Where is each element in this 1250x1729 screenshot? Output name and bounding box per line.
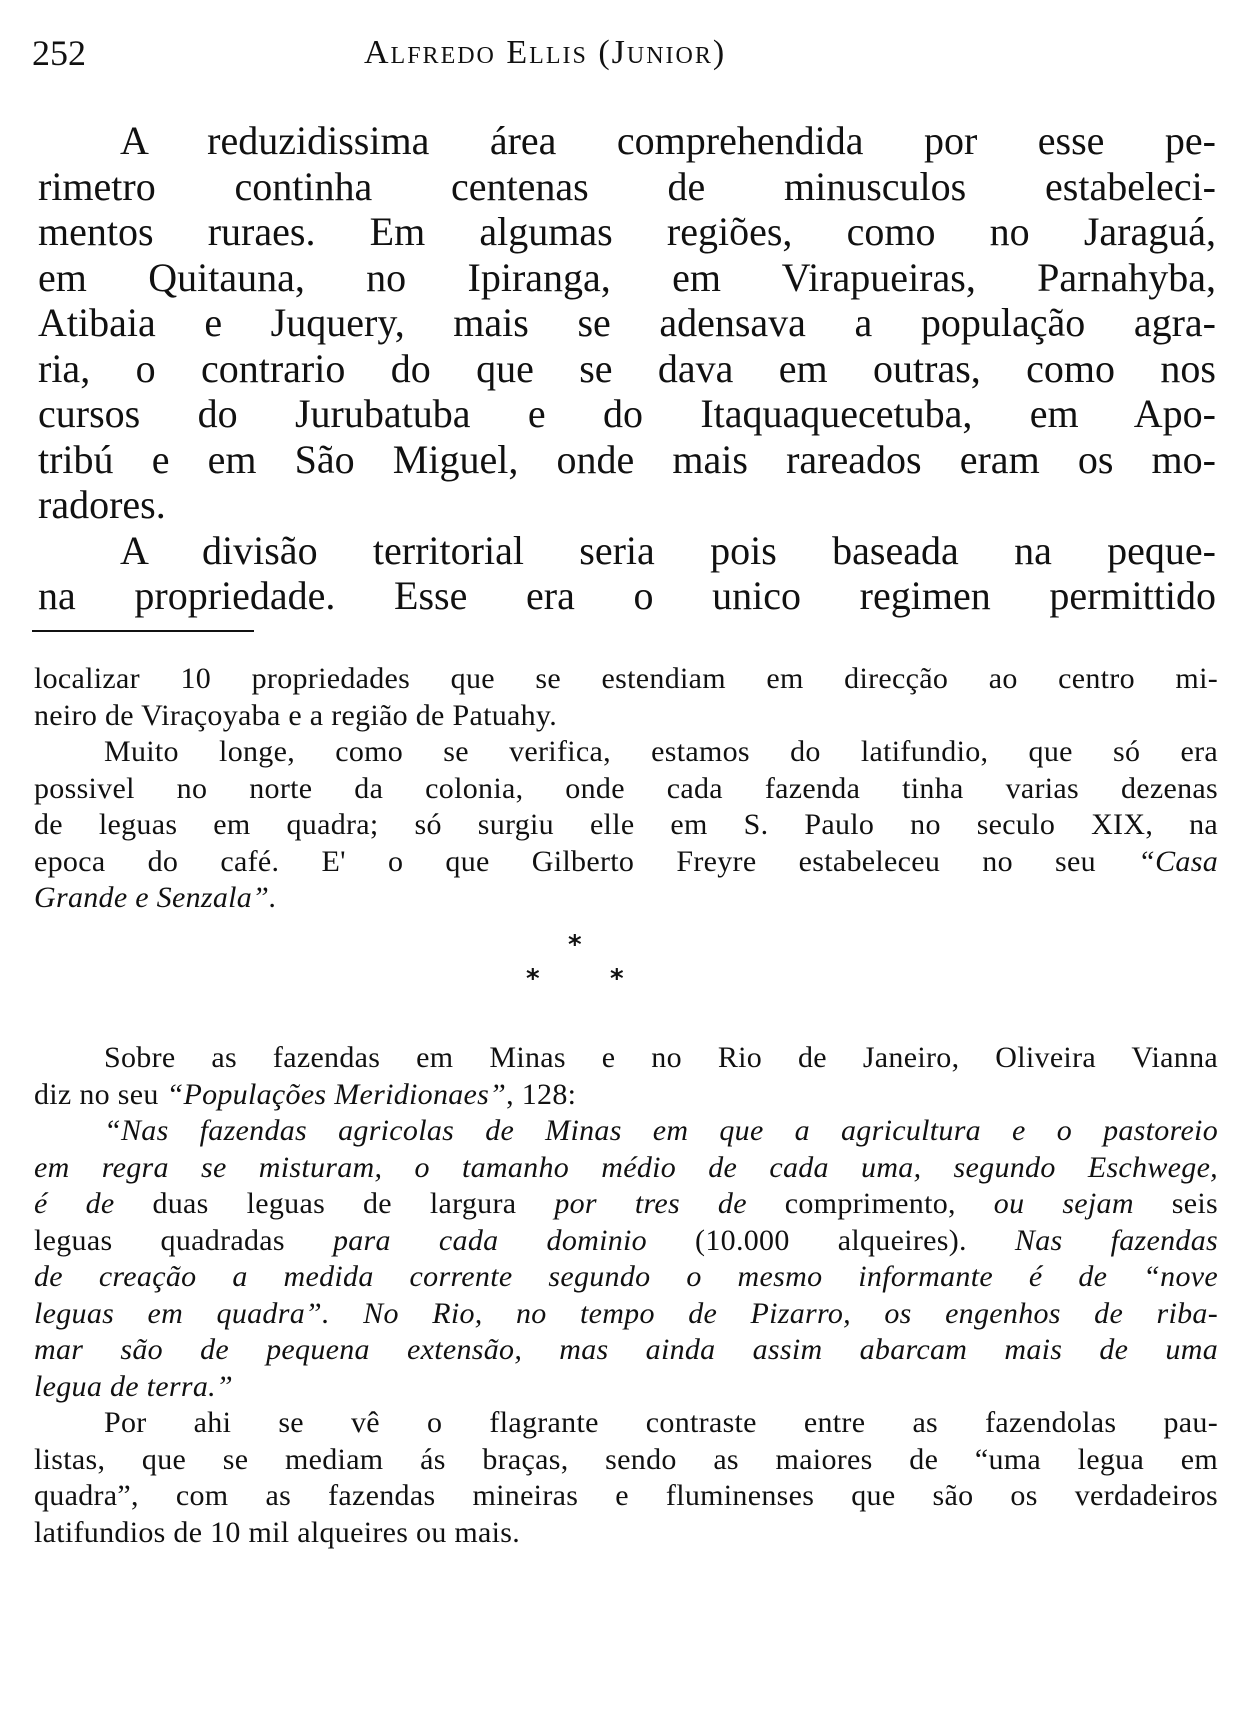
quote-line <box>34 1369 1218 1406</box>
quote-text: Nas fazendas <box>1014 1223 1218 1257</box>
footnote-line: latifundios de 10 mil alqueires ou mais. <box>34 1515 521 1549</box>
footnote-section <box>34 1040 1218 1551</box>
footnote-line: localizar 10 propriedades que se estendiam em direcção ao centro mi- <box>34 662 1218 695</box>
text-line: mentos ruraes. Em algumas regiões, como no Jaraguá, <box>38 209 1216 254</box>
text-line: tribú e em São Miguel, onde mais rareados eram os mo- <box>38 436 1216 482</box>
footnote-continuation <box>34 661 1218 917</box>
quote-text: ou sejam <box>993 1187 1134 1220</box>
text-line: A divisão territorial seria pois baseada na peque- <box>120 527 1216 573</box>
quote-text: em regra se misturam, o tamanho médio de cada uma, segundo Eschwege, <box>34 1150 1218 1184</box>
quote-roman-text: seis <box>1133 1187 1218 1220</box>
footnote-rule <box>32 630 254 632</box>
footnote-line <box>34 1077 1218 1114</box>
quote-text: mar são de pequena extensão, mas ainda assim abarcam mais de uma <box>34 1333 1218 1366</box>
main-text <box>38 118 1216 619</box>
text-line: ria, o contrario do que se dava em outras, como nos <box>38 345 1216 391</box>
text-line: A reduzidissima área comprehendida por esse pe- <box>120 118 1216 163</box>
asterisk-mark: * <box>568 930 582 960</box>
quote-line <box>34 1259 1218 1296</box>
quote-text: legua de terra.” <box>34 1369 233 1403</box>
footnote-line <box>34 880 1218 917</box>
text-line: em Quitauna, no Ipiranga, em Virapueiras, Parnahyba, <box>38 254 1216 300</box>
quote-roman-text: (10.000 alqueires). <box>646 1223 1015 1257</box>
asterisk-mark: * <box>526 964 540 994</box>
quote-text: “Nas fazendas agricolas de Minas em que a agricultura e o pastoreio <box>104 1114 1218 1147</box>
footnote-line: Sobre as fazendas em Minas e no Rio de Janeiro, Oliveira Vianna <box>104 1041 1218 1074</box>
quote-text: para cada dominio <box>332 1223 647 1257</box>
quote-roman-text: duas leguas de largura <box>114 1187 555 1220</box>
quote-line <box>34 1332 1218 1369</box>
footnote-line <box>34 844 1218 881</box>
quote-roman-text: comprimento, <box>746 1187 994 1220</box>
footnote-line: Por ahi se vê o flagrante contraste entre as fazendolas pau- <box>104 1406 1218 1439</box>
footnote-line: possivel no norte da colonia, onde cada fazenda tinha varias dezenas <box>34 771 1218 805</box>
page-number: 252 <box>32 33 86 73</box>
quote-line <box>34 1223 1218 1260</box>
quote-line <box>34 1113 1218 1150</box>
text-line: Atibaia e Juquery, mais se adensava a população agra- <box>38 300 1216 345</box>
quote-roman-text: leguas quadradas <box>34 1223 333 1257</box>
footnote-line: Muito longe, como se verifica, estamos do latifundio, que só era <box>104 735 1218 768</box>
text-line: cursos do Jurubatuba e do Itaquaquecetuba, em Apo- <box>38 391 1216 436</box>
footnote-line: listas, que se mediam ás braças, sendo as maiores de “uma legua em <box>34 1442 1218 1476</box>
footnote-line: de leguas em quadra; só surgiu elle em S. Paulo no seculo XIX, na <box>34 808 1218 841</box>
footnote-line: neiro de Viraçoyaba e a região de Patuahy. <box>34 698 558 732</box>
footnote-text: , 128: <box>506 1077 577 1111</box>
book-title-citation: “Populações Meridionaes” <box>166 1077 507 1111</box>
quote-text: é de <box>34 1187 115 1220</box>
text-line: na propriedade. Esse era o unico regimen permittido <box>38 573 1216 618</box>
quote-text: de creação a medida corrente segundo o mesmo informante é de “nove <box>34 1260 1218 1293</box>
asterism-divider <box>520 930 650 1000</box>
quote-text: por tres de <box>554 1187 747 1220</box>
text-line: radores. <box>38 482 166 527</box>
asterisk-mark: * <box>610 964 624 994</box>
quote-line <box>34 1186 1218 1223</box>
book-title-citation: Grande e Senzala”. <box>34 881 277 914</box>
quote-line <box>34 1150 1218 1187</box>
quote-line <box>34 1296 1218 1333</box>
book-title-citation: “Casa <box>1138 844 1218 878</box>
footnote-line: quadra”, com as fazendas mineiras e fluminenses que são os verdadeiros <box>34 1479 1218 1512</box>
footnote-text: epoca do café. E' o que Gilberto Freyre estabeleceu no seu <box>34 844 1096 878</box>
text-line: rimetro continha centenas de minusculos estabeleci- <box>38 163 1216 209</box>
running-head: Alfredo Ellis (Junior) <box>364 34 727 71</box>
footnote-text: diz no seu <box>34 1077 167 1111</box>
quote-text: leguas em quadra”. No Rio, no tempo de Pizarro, os engenhos de riba- <box>34 1296 1218 1330</box>
page-header <box>32 32 1212 82</box>
